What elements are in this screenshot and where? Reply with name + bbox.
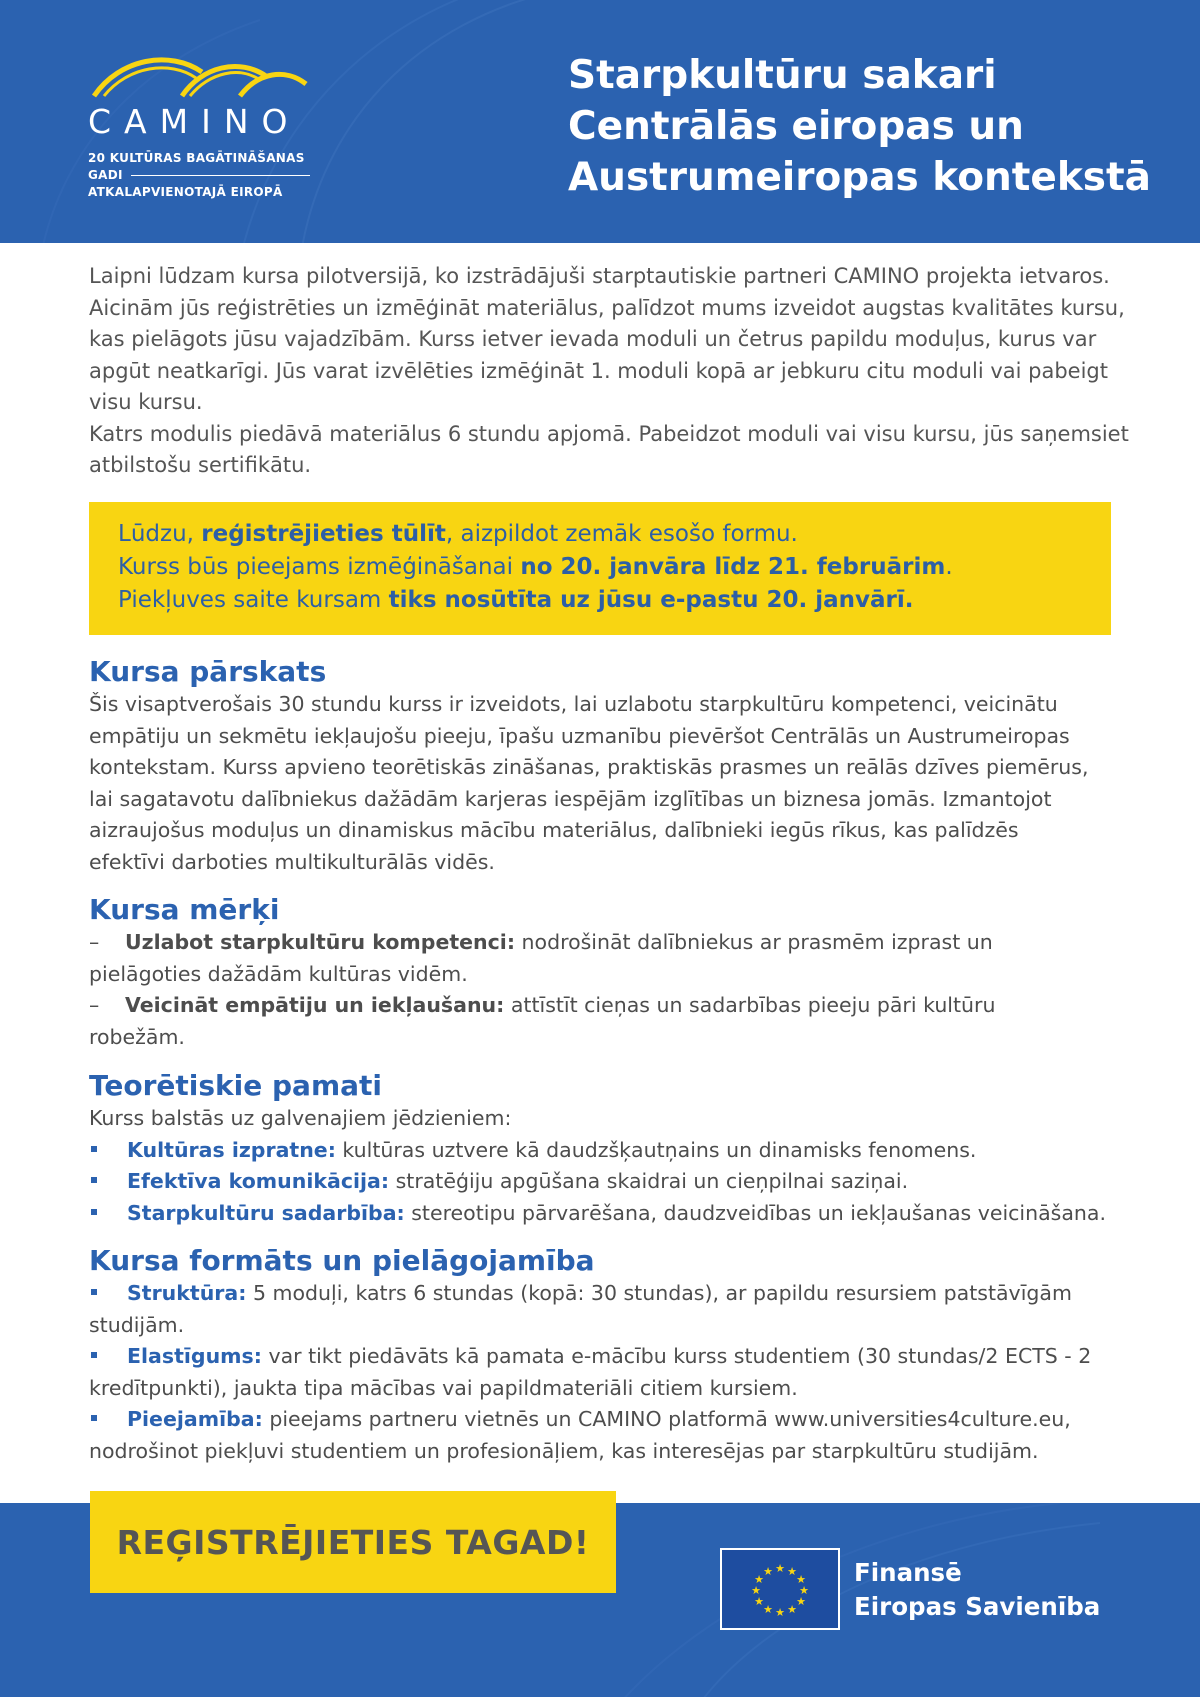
svg-text:★: ★ [763,1603,773,1616]
svg-text:★: ★ [775,1606,785,1619]
dash-icon: – [89,930,100,954]
notice-line-2 [118,551,1111,584]
svg-text:★: ★ [754,1595,764,1608]
theory-text: stereotipu pārvarēšana, daudzveidības un iekļaušanas veicināšana. [404,1200,1106,1225]
header-banner [0,0,1200,243]
format-term: Struktūra: [127,1281,247,1305]
notice-emphasis: tiks nosūtīta uz jūsu e-pastu 20. janvārī. [388,587,914,613]
svg-text:★: ★ [796,1595,806,1608]
theory-term: Kultūras izpratne: [127,1137,336,1162]
notice-text: . [945,554,953,580]
intro-paragraph-2: Katrs modulis piedāvā materiālus 6 stundu apjomā. Pabeidzot moduli vai visu kursu, jūs saņemsiet atbilstošu sertifikātu. [89,421,1129,477]
eu-flag-icon [720,1548,840,1630]
dash-icon: – [89,993,100,1017]
notice-text: Kurss būs pieejams izmēģināšanai [118,554,521,580]
format-term: Elastīgums: [127,1344,262,1368]
camino-logo [88,50,318,210]
goals-item [89,990,1049,1053]
overview-text: Šis visaptverošais 30 stundu kurss ir izveidots, lai uzlabotu starpkultūru kompetenci, veicinātu empātiju un sekmētu iekļaujošu pieeju, īpašu uzmanību pievēršot Centrālās un Austrumeiropas kontekstam. Kurss apvieno teorētiskās zināšanas, praktiskās prasmes un reālās dzīves piemērus, lai sagatavotu dalībniekus dažādām karjeras iespējām izglītības un biznesa jomās. Izmantojot aizraujošus moduļus un dinamiskus mācību materiālus, dalībnieki iegūs rīkus, kas palīdzēs efektīvi darboties multikulturālās vidēs. [89,692,1089,874]
logo-subtitle-line2-row [88,167,310,184]
notice-line-1 [118,518,1111,551]
registration-notice [89,502,1111,635]
theory-term: Starpkultūru sadarbība: [127,1200,405,1225]
notice-line-3 [118,584,1111,617]
logo-subtitle-line2: GADI [88,168,123,182]
register-now-button[interactable]: REĢISTRĒJIETIES TAGAD! [90,1491,616,1593]
square-bullet-icon [91,1177,97,1183]
eu-funding-line-1: Finansē [854,1558,962,1587]
goal-term: Uzlabot starpkultūru kompetenci: [125,930,516,954]
svg-text:★: ★ [751,1584,761,1597]
goal-text: nodrošināt dalībniekus ar prasmēm izprast un pielāgoties dažādām kultūras vidēm. [89,930,993,986]
svg-text:★: ★ [799,1584,809,1597]
logo-wordmark: CAMINO [88,102,301,141]
logo-subtitle [88,150,310,201]
notice-text: Piekļuves saite kursam [118,587,389,613]
theory-text: kultūras uztvere kā daudzšķautņains un dinamisks fenomens. [335,1137,977,1162]
svg-text:★: ★ [787,1565,797,1578]
format-item [89,1341,1129,1404]
format-text: pieejams partneru vietnēs un CAMINO platformā www.universities4culture.eu, nodrošinot piekļuvi studentiem un profesionāļiem, kas interesējas par starpkultūru studijām. [89,1407,1071,1463]
theory-intro: Kurss balstās uz galvenajiem jēdzieniem: [89,1106,512,1130]
theory-item [89,1198,1139,1230]
svg-text:★: ★ [763,1565,773,1578]
goals-item [89,927,1049,990]
eu-funding-line-2: Eiropas Savienība [854,1592,1101,1621]
goals-list [89,927,1049,1053]
format-term: Pieejamība: [127,1407,263,1431]
goal-term: Veicināt empātiju un iekļaušanu: [125,993,505,1017]
svg-text:★: ★ [775,1562,785,1575]
theory-item [89,1135,1139,1167]
section-goals [89,893,1139,1053]
intro-paragraph-1: Laipni lūdzam kursa pilotversijā, ko izstrādājuši starptautiskie partneri CAMINO projekta ietvaros. Aicinām jūs reģistrēties un izmēģināt materiālus, palīdzot mums izveidot augstas kvalitātes kursu, kas pielāgots jūsu vajadzībām. Kurss ietver ievada moduli un četrus papildu moduļus, kurus var apgūt neatkarīgi. Jūs varat izvēlēties izmēģināt 1. moduli kopā ar jebkuru citu moduli vai pabeigt visu kursu. [89,264,1125,414]
square-bullet-icon [91,1352,97,1358]
logo-subtitle-line3: ATKALAPVIENOTAJĀ EIROPĀ [88,185,283,199]
title-line-2: Centrālās eiropas un [568,104,1024,149]
svg-text:★: ★ [787,1603,797,1616]
format-heading: Kursa formāts un pielāgojamība [89,1244,595,1277]
eu-funding-label [854,1556,1154,1624]
notice-text: Lūdzu, [118,521,202,547]
logo-divider [131,175,310,176]
title-line-1: Starpkultūru sakari [568,53,997,98]
notice-emphasis: no 20. janvāra līdz 21. februārim [520,554,946,580]
theory-text: stratēģiju apgūšana skaidrai un cieņpilnai saziņai. [389,1169,909,1193]
intro-text [89,261,1129,482]
svg-text:★: ★ [754,1573,764,1586]
format-item [89,1278,1129,1341]
theory-term: Efektīva komunikācija: [127,1169,390,1193]
page-title [568,50,1168,203]
goal-text: attīstīt cieņas un sadarbības pieeju pāri kultūru robežām. [89,993,996,1049]
square-bullet-icon [91,1209,97,1215]
eu-stars-icon [722,1550,838,1628]
square-bullet-icon [91,1415,97,1421]
section-theory [89,1069,1139,1229]
logo-subtitle-line1: 20 KULTŪRAS BAGĀTINĀŠANAS [88,151,305,165]
section-overview [89,655,1139,878]
theory-item [89,1166,1139,1198]
square-bullet-icon [91,1289,97,1295]
format-text: var tikt piedāvāts kā pamata e-mācību kurss studentiem (30 stundas/2 ECTS - 2 kredītpunkti), jaukta tipa mācības vai papildmateriāli citiem kursiem. [89,1344,1092,1400]
square-bullet-icon [91,1146,97,1152]
theory-heading: Teorētiskie pamati [89,1069,383,1102]
format-text: 5 moduļi, katrs 6 stundas (kopā: 30 stundas), ar papildu resursiem patstāvīgām studijām. [89,1281,1072,1337]
svg-text:★: ★ [796,1573,806,1586]
section-format [89,1244,1139,1467]
overview-heading: Kursa pārskats [89,655,327,688]
format-item [89,1404,1129,1467]
theory-list [89,1135,1139,1230]
format-list [89,1278,1129,1467]
notice-emphasis: reģistrējieties tūlīt [201,521,446,547]
title-line-3: Austrumeiropas kontekstā [568,155,1151,200]
notice-text: , aizpildot zemāk esošo formu. [445,521,798,547]
logo-arcs-icon [90,50,310,100]
goals-heading: Kursa mērķi [89,893,280,926]
